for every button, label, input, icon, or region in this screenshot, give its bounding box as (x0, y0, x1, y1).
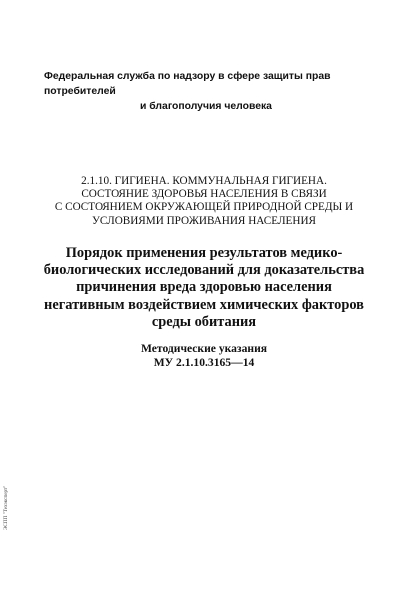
title-line-3: причинения вреда здоровью населения (76, 279, 332, 296)
title-line-2: биологических исследований для доказательства (43, 262, 365, 279)
publisher-watermark: ЭСПП "Техэксперт" (3, 485, 9, 530)
document-title (20, 245, 388, 331)
document-type-label: Методические указания (140, 342, 268, 355)
title-line-1: Порядок применения результатов медико- (65, 245, 343, 261)
section-line-1: 2.1.10. ГИГИЕНА. КОММУНАЛЬНАЯ ГИГИЕНА. (81, 175, 327, 187)
section-heading (20, 175, 388, 228)
agency-line-2: и благополучия человека (140, 101, 272, 112)
title-line-5: среды обитания (151, 313, 257, 330)
title-line-4: негативным воздействием химических факторов (44, 296, 364, 313)
agency-line-1: Федеральная служба по надзору в сфере защиты прав потребителей (44, 71, 331, 97)
section-line-4: УСЛОВИЯМИ ПРОЖИВАНИЯ НАСЕЛЕНИЯ (92, 214, 316, 227)
document-number: МУ 2.1.10.3165—14 (153, 356, 255, 369)
section-line-3: С СОСТОЯНИЕМ ОКРУЖАЮЩЕЙ ПРИРОДНОЙ СРЕДЫ И (54, 201, 354, 214)
agency-heading (44, 69, 374, 114)
document-type-block (20, 342, 388, 370)
section-line-2: СОСТОЯНИЕ ЗДОРОВЬЯ НАСЕЛЕНИЯ В СВЯЗИ (81, 188, 327, 201)
